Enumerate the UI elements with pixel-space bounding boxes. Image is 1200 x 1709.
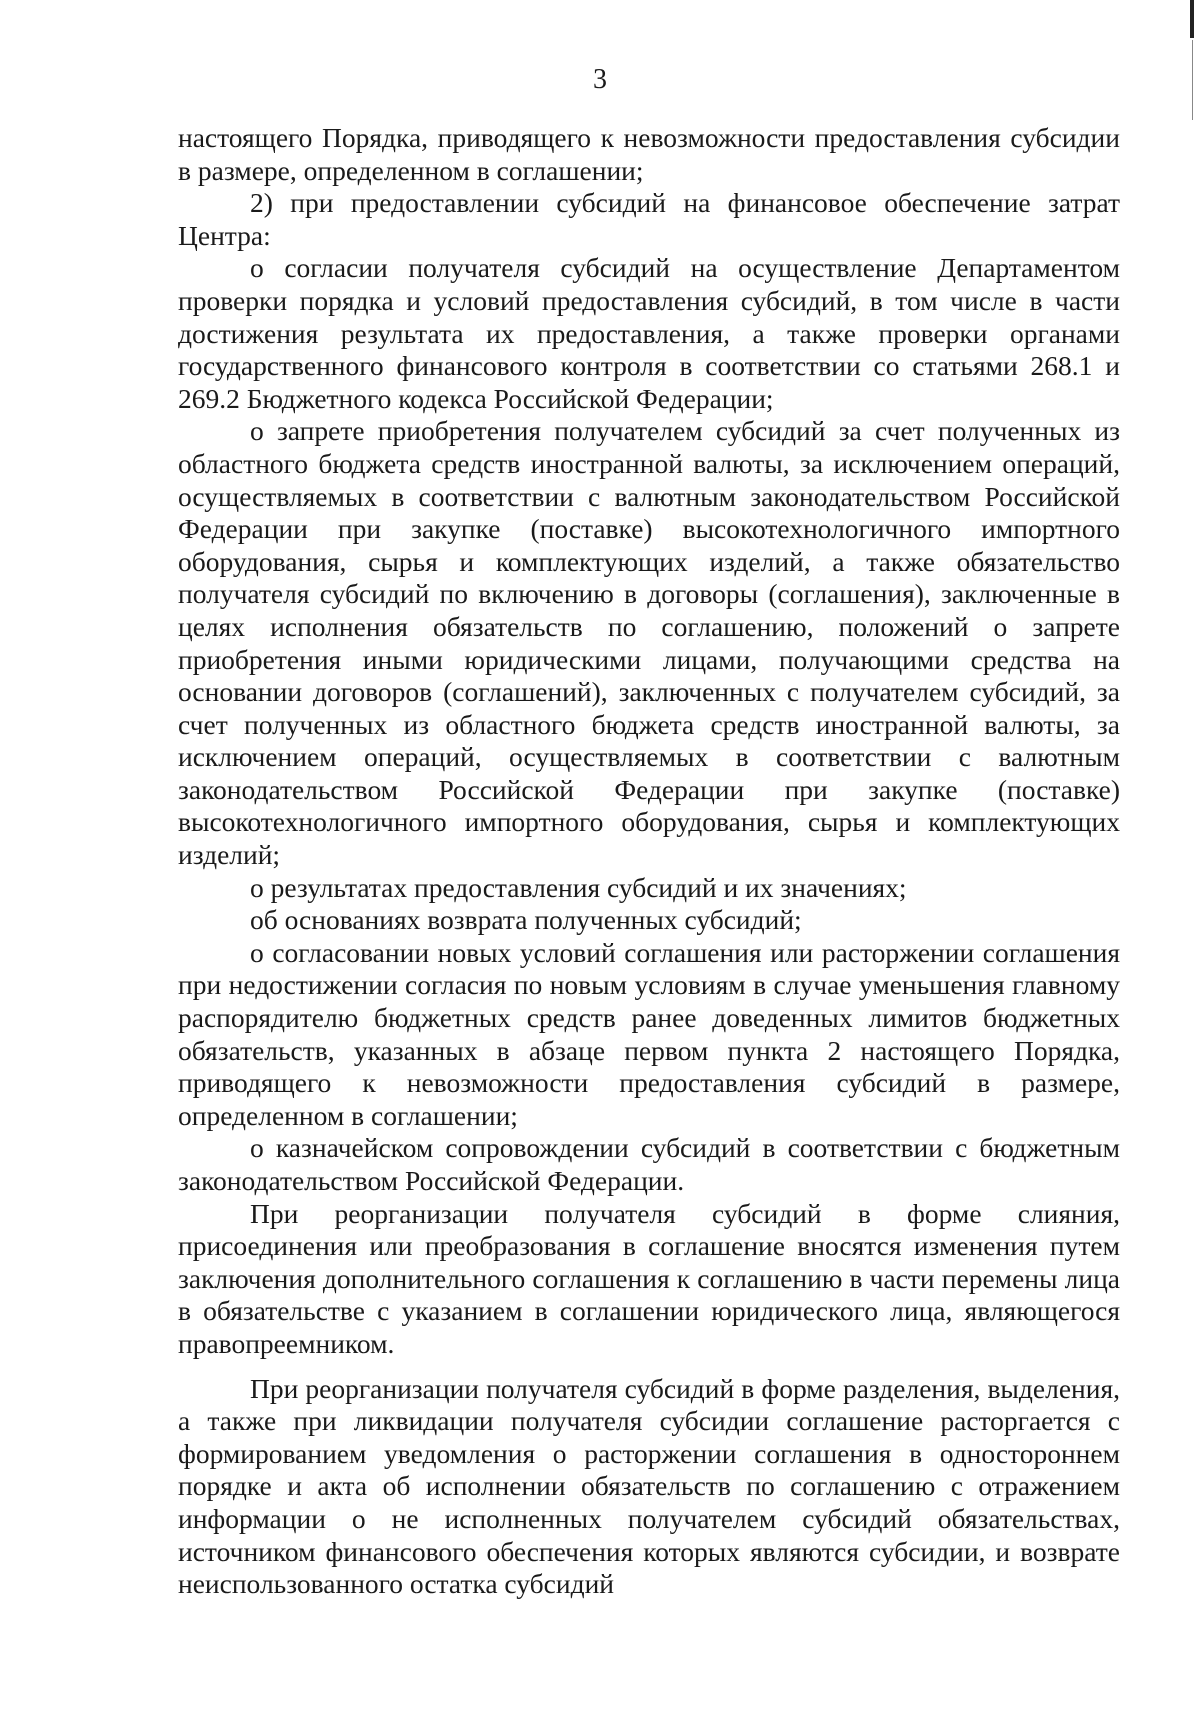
paragraph-reorganization-split: При реорганизации получателя субсидий в форме разделения, выделения, а также при ликвидации получателя субсидии соглашение расторгается с формированием уведомления о расторжении соглашения в одностороннем порядке и акта об исполнении обязательств по соглашению с отражением информации о не исполненных получателем субсидий обязательствах, источником финансового обеспечения которых являются субсидии, и возврате неиспользованного остатка субсидий — [178, 1372, 1120, 1600]
paragraph-refund-grounds: об основаниях возврата полученных субсидий; — [250, 904, 802, 936]
paragraph-continuation: настоящего Порядка, приводящего к невозможности предоставления субсидии в размере, определенном в соглашении; — [178, 122, 1120, 186]
scan-edge-mark — [1190, 0, 1194, 38]
paragraph-results: о результатах предоставления субсидий и их значениях; — [250, 871, 907, 903]
paragraph-treasury-support: о казначейском сопровождении субсидий в соответствии с бюджетным законодательством Российской Федерации. — [178, 1132, 1120, 1196]
paragraph-new-conditions: о согласовании новых условий соглашения или расторжении соглашения при недостижении согласия по новым условиям в случае уменьшения главному распорядителю бюджетных средств ранее доведенных лимитов бюджетных обязательств, указанных в абзаце первом пункта 2 настоящего Порядка, приводящего к невозможности предоставления субсидий в размере, определенном в соглашении; — [178, 936, 1120, 1131]
paragraph-consent-check: о согласии получателя субсидий на осуществление Департаментом проверки порядка и условий предоставления субсидий, в том числе в части достижения результата их предоставления, а также проверки органами государственного финансового контроля в соответствии со статьями 268.1 и 269.2 Бюджетного кодекса Российской Федерации; — [178, 252, 1120, 414]
page-number: 3 — [593, 64, 607, 95]
paragraph-reorganization-merge: При реорганизации получателя субсидий в форме слияния, присоединения или преобразования в соглашение вносятся изменения путем заключения дополнительного соглашения к соглашению в части перемены лица в обязательстве с указанием в соглашении юридического лица, являющегося правопреемником. — [178, 1197, 1120, 1359]
paragraph-item-2: 2) при предоставлении субсидий на финансовое обеспечение затрат Центра: — [178, 187, 1120, 251]
document-body — [178, 122, 1120, 1601]
paragraph-currency-ban: о запрете приобретения получателем субсидий за счет полученных из областного бюджета средств иностранной валюты, за исключением операций, осуществляемых в соответствии с валютным законодательством Российской Федерации при закупке (поставке) высокотехнологичного импортного оборудования, сырья и комплектующих изделий, а также обязательство получателя субсидий по включению в договоры (соглашения), заключенные в целях исполнения обязательств по соглашению, положений о запрете приобретения иными юридическими лицами, получающими средства на основании договоров (соглашений), заключенных с получателем субсидий, за счет полученных из областного бюджета средств иностранной валюты, за исключением операций, осуществляемых в соответствии с валютным законодательством Российской Федерации при закупке (поставке) высокотехнологичного импортного оборудования, сырья и комплектующих изделий; — [178, 415, 1120, 871]
